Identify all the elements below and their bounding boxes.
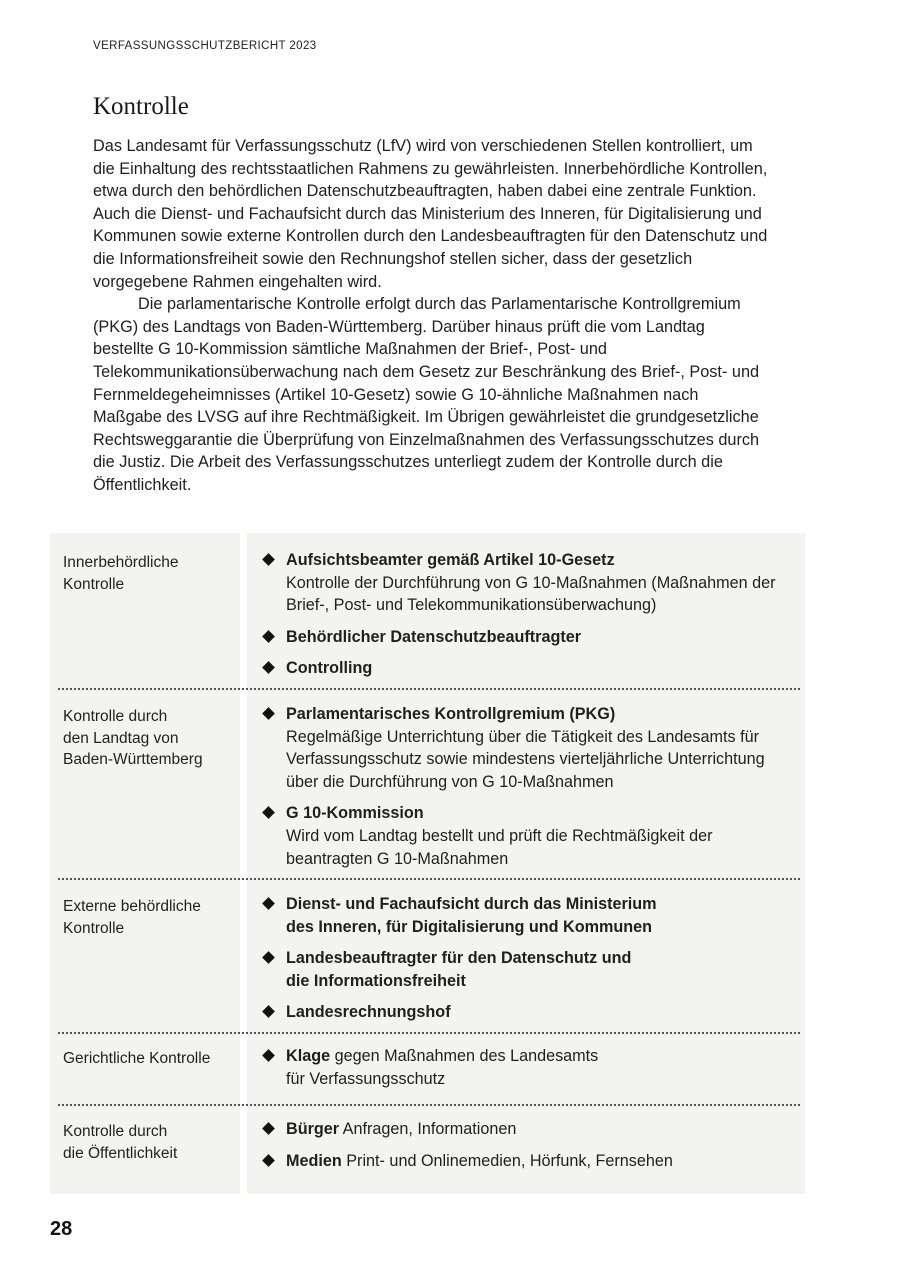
item-heading: Aufsichtsbeamter gemäß Artikel 10-Gesetz xyxy=(286,551,615,569)
list-item xyxy=(260,549,795,617)
diamond-bullet-icon xyxy=(262,807,275,820)
diamond-bullet-icon xyxy=(262,951,275,964)
paragraph-2: Die parlamentarische Kontrolle erfolgt durch das Parlamentarische Kontrollgremium (PKG) des Landtags von Baden-Württemberg. Darüber hinaus prüft die vom Landtag bestellte G 10-Kommission sämtliche Maßnahmen der Brief-, Post- und Telekommunikationsüberwachung nach dem Gesetz zur Beschränkung des Brief-, Post- und Fernmeldegeheimnisses (Artikel 10-Gesetz) sowie G 10-ähnliche Maßnahmen nach Maßgabe des LVSG auf ihre Rechtmäßigkeit. Im Übrigen gewährleistet die grundgesetzliche Rechtsweggarantie die Überprüfung von Einzelmaßnahmen des Verfassungsschutzes durch die Justiz. Die Arbeit des Verfassungsschutzes unterliegt zudem der Kontrolle durch die Öffentlichkeit. xyxy=(93,295,760,494)
list-item xyxy=(260,893,795,938)
item-heading: Landesbeauftragter für den Datenschutz und die Informationsfreiheit xyxy=(286,949,632,990)
list-item xyxy=(260,1001,795,1024)
list-item xyxy=(260,947,795,992)
diamond-bullet-icon xyxy=(262,553,275,566)
list-item xyxy=(260,1150,795,1173)
item-description: Regelmäßige Unterrichtung über die Tätigkeit des Landesamts für Verfassungsschutz sowie mindestens vierteljährliche Unterrichtung über die Durchführung von G 10-Maßnahmen xyxy=(286,727,765,791)
table-row-items xyxy=(260,549,795,689)
paragraph-1: Das Landesamt für Verfassungsschutz (LfV) wird von verschiedenen Stellen kontrolliert, um die Einhaltung des rechtsstaatlichen Rahmens zu gewährleisten. Innerbehördliche Kontrollen, etwa durch den behördlichen Datenschutzbeauftragten, haben dabei eine zentrale Funktion. Auch die Dienst- und Fachaufsicht durch das Ministerium des Inneren, für Digitalisierung und Kommunen sowie externe Kontrollen durch den Landesbeauftragten für den Datenschutz und die Informationsfreiheit sowie den Rechnungshof stellen sicher, dass der gesetzlich vorgegebene Rahmen eingehalten wird. xyxy=(93,137,768,291)
item-heading: Klage xyxy=(286,1047,331,1065)
section-title: Kontrolle xyxy=(93,93,189,120)
list-item xyxy=(260,1045,795,1090)
diamond-bullet-icon xyxy=(262,897,275,910)
list-item xyxy=(260,802,795,870)
diamond-bullet-icon xyxy=(262,707,275,720)
table-row-label: Gerichtliche Kontrolle xyxy=(63,1050,211,1067)
table-row-items xyxy=(260,1118,795,1181)
running-header: VERFASSUNGSSCHUTZBERICHT 2023 xyxy=(93,40,317,52)
row-divider xyxy=(58,1032,800,1034)
list-item xyxy=(260,657,795,680)
row-divider xyxy=(58,1104,800,1106)
table-label-column xyxy=(50,533,240,1194)
diamond-bullet-icon xyxy=(262,1006,275,1019)
page-number: 28 xyxy=(50,1218,73,1240)
table-row-items xyxy=(260,703,795,879)
diamond-bullet-icon xyxy=(262,662,275,675)
body-text xyxy=(93,135,768,497)
item-description: gegen Maßnahmen des Landesamts für Verfassungsschutz xyxy=(286,1047,599,1088)
table-row-items xyxy=(260,1045,795,1099)
list-item xyxy=(260,1118,795,1141)
list-item xyxy=(260,626,795,649)
table-row-items xyxy=(260,893,795,1033)
diamond-bullet-icon xyxy=(262,1122,275,1135)
item-description: Kontrolle der Durchführung von G 10-Maßnahmen (Maßnahmen der Brief-, Post- und Telekommunikationsüberwachung) xyxy=(286,573,776,615)
diamond-bullet-icon xyxy=(262,630,275,643)
table-row-label: Kontrolle durch die Öffentlichkeit xyxy=(63,1123,178,1162)
diamond-bullet-icon xyxy=(262,1049,275,1062)
item-heading: Controlling xyxy=(286,659,373,678)
item-description: Print- und Onlinemedien, Hörfunk, Fernsehen xyxy=(341,1151,673,1170)
item-description: Anfragen, Informationen xyxy=(339,1120,517,1138)
row-divider xyxy=(58,688,800,690)
item-heading: G 10-Kommission xyxy=(286,804,424,823)
item-description: Wird vom Landtag bestellt und prüft die Rechtmäßigkeit der beantragten G 10-Maßnahmen xyxy=(286,826,713,868)
diamond-bullet-icon xyxy=(262,1154,275,1167)
item-heading: Medien xyxy=(286,1151,342,1170)
item-heading: Bürger xyxy=(286,1120,340,1138)
item-heading: Parlamentarisches Kontrollgremium (PKG) xyxy=(286,705,616,723)
table-row-label: Kontrolle durch den Landtag von Baden-Württemberg xyxy=(63,708,203,768)
row-divider xyxy=(58,878,800,880)
item-heading: Landesrechnungshof xyxy=(286,1003,451,1022)
item-heading: Behördlicher Datenschutzbeauftragter xyxy=(286,627,582,646)
table-row-label: Externe behördliche Kontrolle xyxy=(63,898,201,937)
list-item xyxy=(260,703,795,793)
item-heading: Dienst- und Fachaufsicht durch das Ministerium des Inneren, für Digitalisierung und Kommunen xyxy=(286,895,657,936)
table-row-label: Innerbehördliche Kontrolle xyxy=(63,554,179,593)
